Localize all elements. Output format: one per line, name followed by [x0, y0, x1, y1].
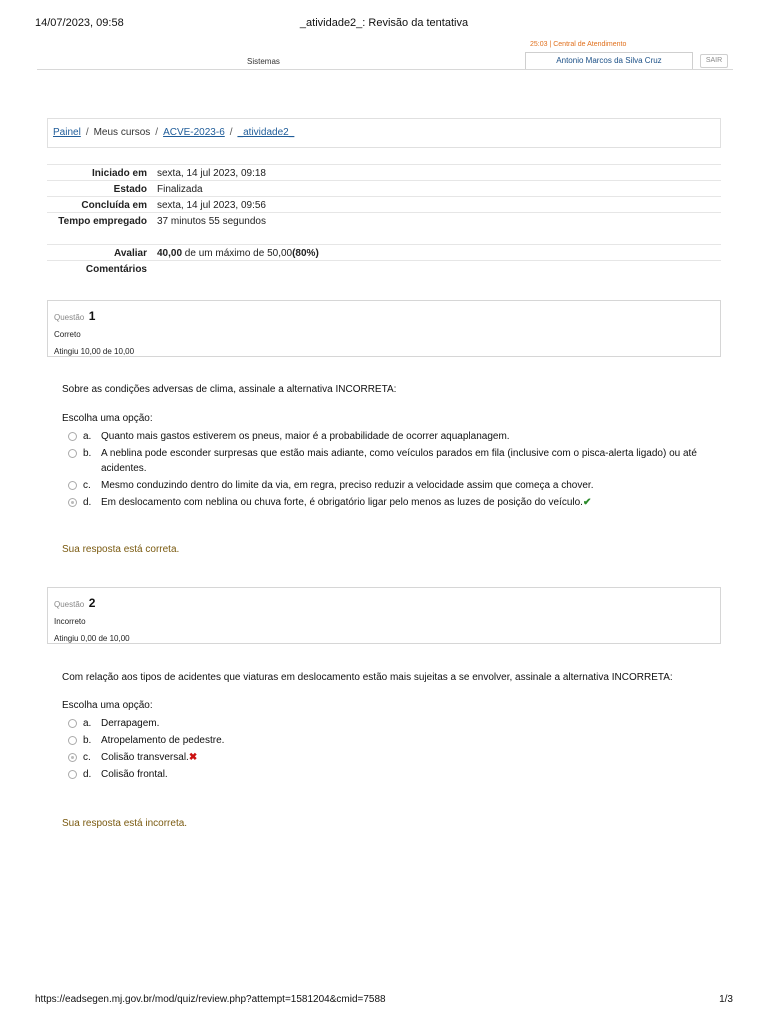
logout-button[interactable]: SAIR [700, 54, 728, 68]
radio-button[interactable] [68, 736, 77, 745]
option-c[interactable] [68, 478, 708, 493]
option-letter: b. [83, 448, 92, 459]
question-2-info [47, 587, 721, 644]
question-grade: Atingiu 0,00 de 10,00 [54, 634, 130, 643]
grade-points: 40,00 [157, 248, 183, 259]
print-datetime: 14/07/2023, 09:58 [35, 17, 124, 29]
question-1-feedback: Sua resposta está correta. [62, 544, 180, 555]
option-b[interactable] [68, 446, 708, 476]
summary-row-started [47, 164, 721, 180]
option-d[interactable] [68, 495, 708, 510]
option-a[interactable] [68, 716, 708, 731]
question-2-feedback: Sua resposta está incorreta. [62, 818, 188, 829]
summary-label: Concluída em [81, 200, 147, 211]
option-letter: c. [83, 480, 91, 491]
summary-row-completed [47, 196, 721, 212]
question-2-text: Com relação aos tipos de acidentes que viaturas em deslocamento estão mais sujeitas a se envolver, assinale a alternativa INCORRETA: [62, 672, 673, 683]
sistemas-menu[interactable]: Sistemas [247, 57, 280, 66]
option-letter: a. [83, 431, 92, 442]
question-1-prompt: Escolha uma opção: [62, 413, 153, 424]
question-2-options [68, 716, 708, 784]
question-grade: Atingiu 10,00 de 10,00 [54, 347, 135, 356]
option-letter: b. [83, 735, 92, 746]
option-text: Derrapagem. [101, 718, 160, 729]
breadcrumb-home-link[interactable]: Painel [53, 127, 81, 138]
question-1-info [47, 300, 721, 357]
breadcrumb-course-link[interactable]: ACVE-2023-6 [163, 127, 225, 138]
attempt-summary [47, 164, 721, 276]
summary-value: sexta, 14 jul 2023, 09:56 [157, 200, 266, 211]
summary-row-grade [47, 244, 721, 260]
summary-label: Comentários [85, 264, 147, 275]
radio-button[interactable] [68, 770, 77, 779]
option-letter: d. [83, 769, 92, 780]
option-text: Quanto mais gastos estiverem os pneus, maior é a probabilidade de ocorrer aquaplanagem. [101, 431, 510, 442]
summary-label: Iniciado em [91, 168, 147, 179]
breadcrumb-activity-link[interactable]: _atividade2_ [237, 127, 295, 138]
summary-value: sexta, 14 jul 2023, 09:18 [157, 168, 266, 179]
option-a[interactable] [68, 429, 708, 444]
question-number: 1 [88, 309, 96, 323]
breadcrumb-separator: / [229, 127, 233, 138]
question-number: 2 [88, 596, 96, 610]
print-url: https://eadsegen.mj.gov.br/mod/quiz/review.php?attempt=1581204&cmid=7588 [35, 994, 386, 1005]
option-text: Em deslocamento com neblina ou chuva forte, é obrigatório ligar pelo menos as luzes de posição do veículo. [101, 497, 583, 508]
option-text: Colisão frontal. [101, 769, 168, 780]
option-text: Mesmo conduzindo dentro do limite da via, em regra, preciso reduzir a velocidade assim que começa a chover. [101, 480, 594, 491]
summary-value [157, 245, 319, 261]
top-bar [37, 40, 733, 70]
question-label: Questão [54, 313, 85, 322]
option-d[interactable] [68, 767, 708, 782]
breadcrumb-my-courses: Meus cursos [93, 127, 151, 138]
question-1-text: Sobre as condições adversas de clima, assinale a alternativa INCORRETA: [62, 384, 397, 395]
radio-button[interactable] [68, 481, 77, 490]
option-text: A neblina pode esconder surpresas que estão mais adiante, como veículos parados em fila (inclusive com o pisca-alerta ligado) ou até acidentes. [101, 448, 697, 474]
grade-percent: (80%) [292, 248, 319, 259]
grade-max: de um máximo de 50,00 [182, 248, 293, 259]
summary-row-time-taken [47, 212, 721, 244]
radio-button[interactable] [68, 449, 77, 458]
question-2-prompt: Escolha uma opção: [62, 700, 153, 711]
breadcrumb [47, 118, 721, 148]
question-state: Incorreto [54, 617, 86, 626]
radio-button-selected[interactable] [68, 753, 77, 762]
user-name[interactable]: Antonio Marcos da Silva Cruz [525, 52, 693, 69]
cross-icon: ✖ [188, 752, 198, 763]
summary-label: Avaliar [114, 248, 147, 259]
radio-button[interactable] [68, 432, 77, 441]
radio-button-selected[interactable] [68, 498, 77, 507]
checkmark-icon: ✔ [582, 497, 592, 508]
radio-button[interactable] [68, 719, 77, 728]
option-c[interactable] [68, 750, 708, 765]
print-footer [0, 994, 768, 1008]
option-letter: a. [83, 718, 92, 729]
breadcrumb-separator: / [85, 127, 89, 138]
breadcrumb-separator: / [155, 127, 159, 138]
summary-label: Estado [113, 184, 147, 195]
print-header [0, 17, 768, 31]
summary-value: 37 minutos 55 segundos [157, 216, 266, 227]
option-letter: d. [83, 497, 92, 508]
summary-label: Tempo empregado [58, 216, 147, 227]
summary-row-state [47, 180, 721, 196]
option-text: Colisão transversal. [101, 752, 189, 763]
question-1-options [68, 429, 708, 512]
print-page-title: _atividade2_: Revisão da tentativa [299, 17, 469, 29]
option-letter: c. [83, 752, 91, 763]
summary-value: Finalizada [157, 184, 203, 195]
option-b[interactable] [68, 733, 708, 748]
print-page-number: 1/3 [719, 994, 733, 1005]
summary-row-comments [47, 260, 721, 276]
question-label: Questão [54, 600, 85, 609]
option-text: Atropelamento de pedestre. [101, 735, 225, 746]
helpdesk-link[interactable]: 25:03 | Central de Atendimento [530, 41, 627, 48]
question-state: Correto [54, 330, 81, 339]
